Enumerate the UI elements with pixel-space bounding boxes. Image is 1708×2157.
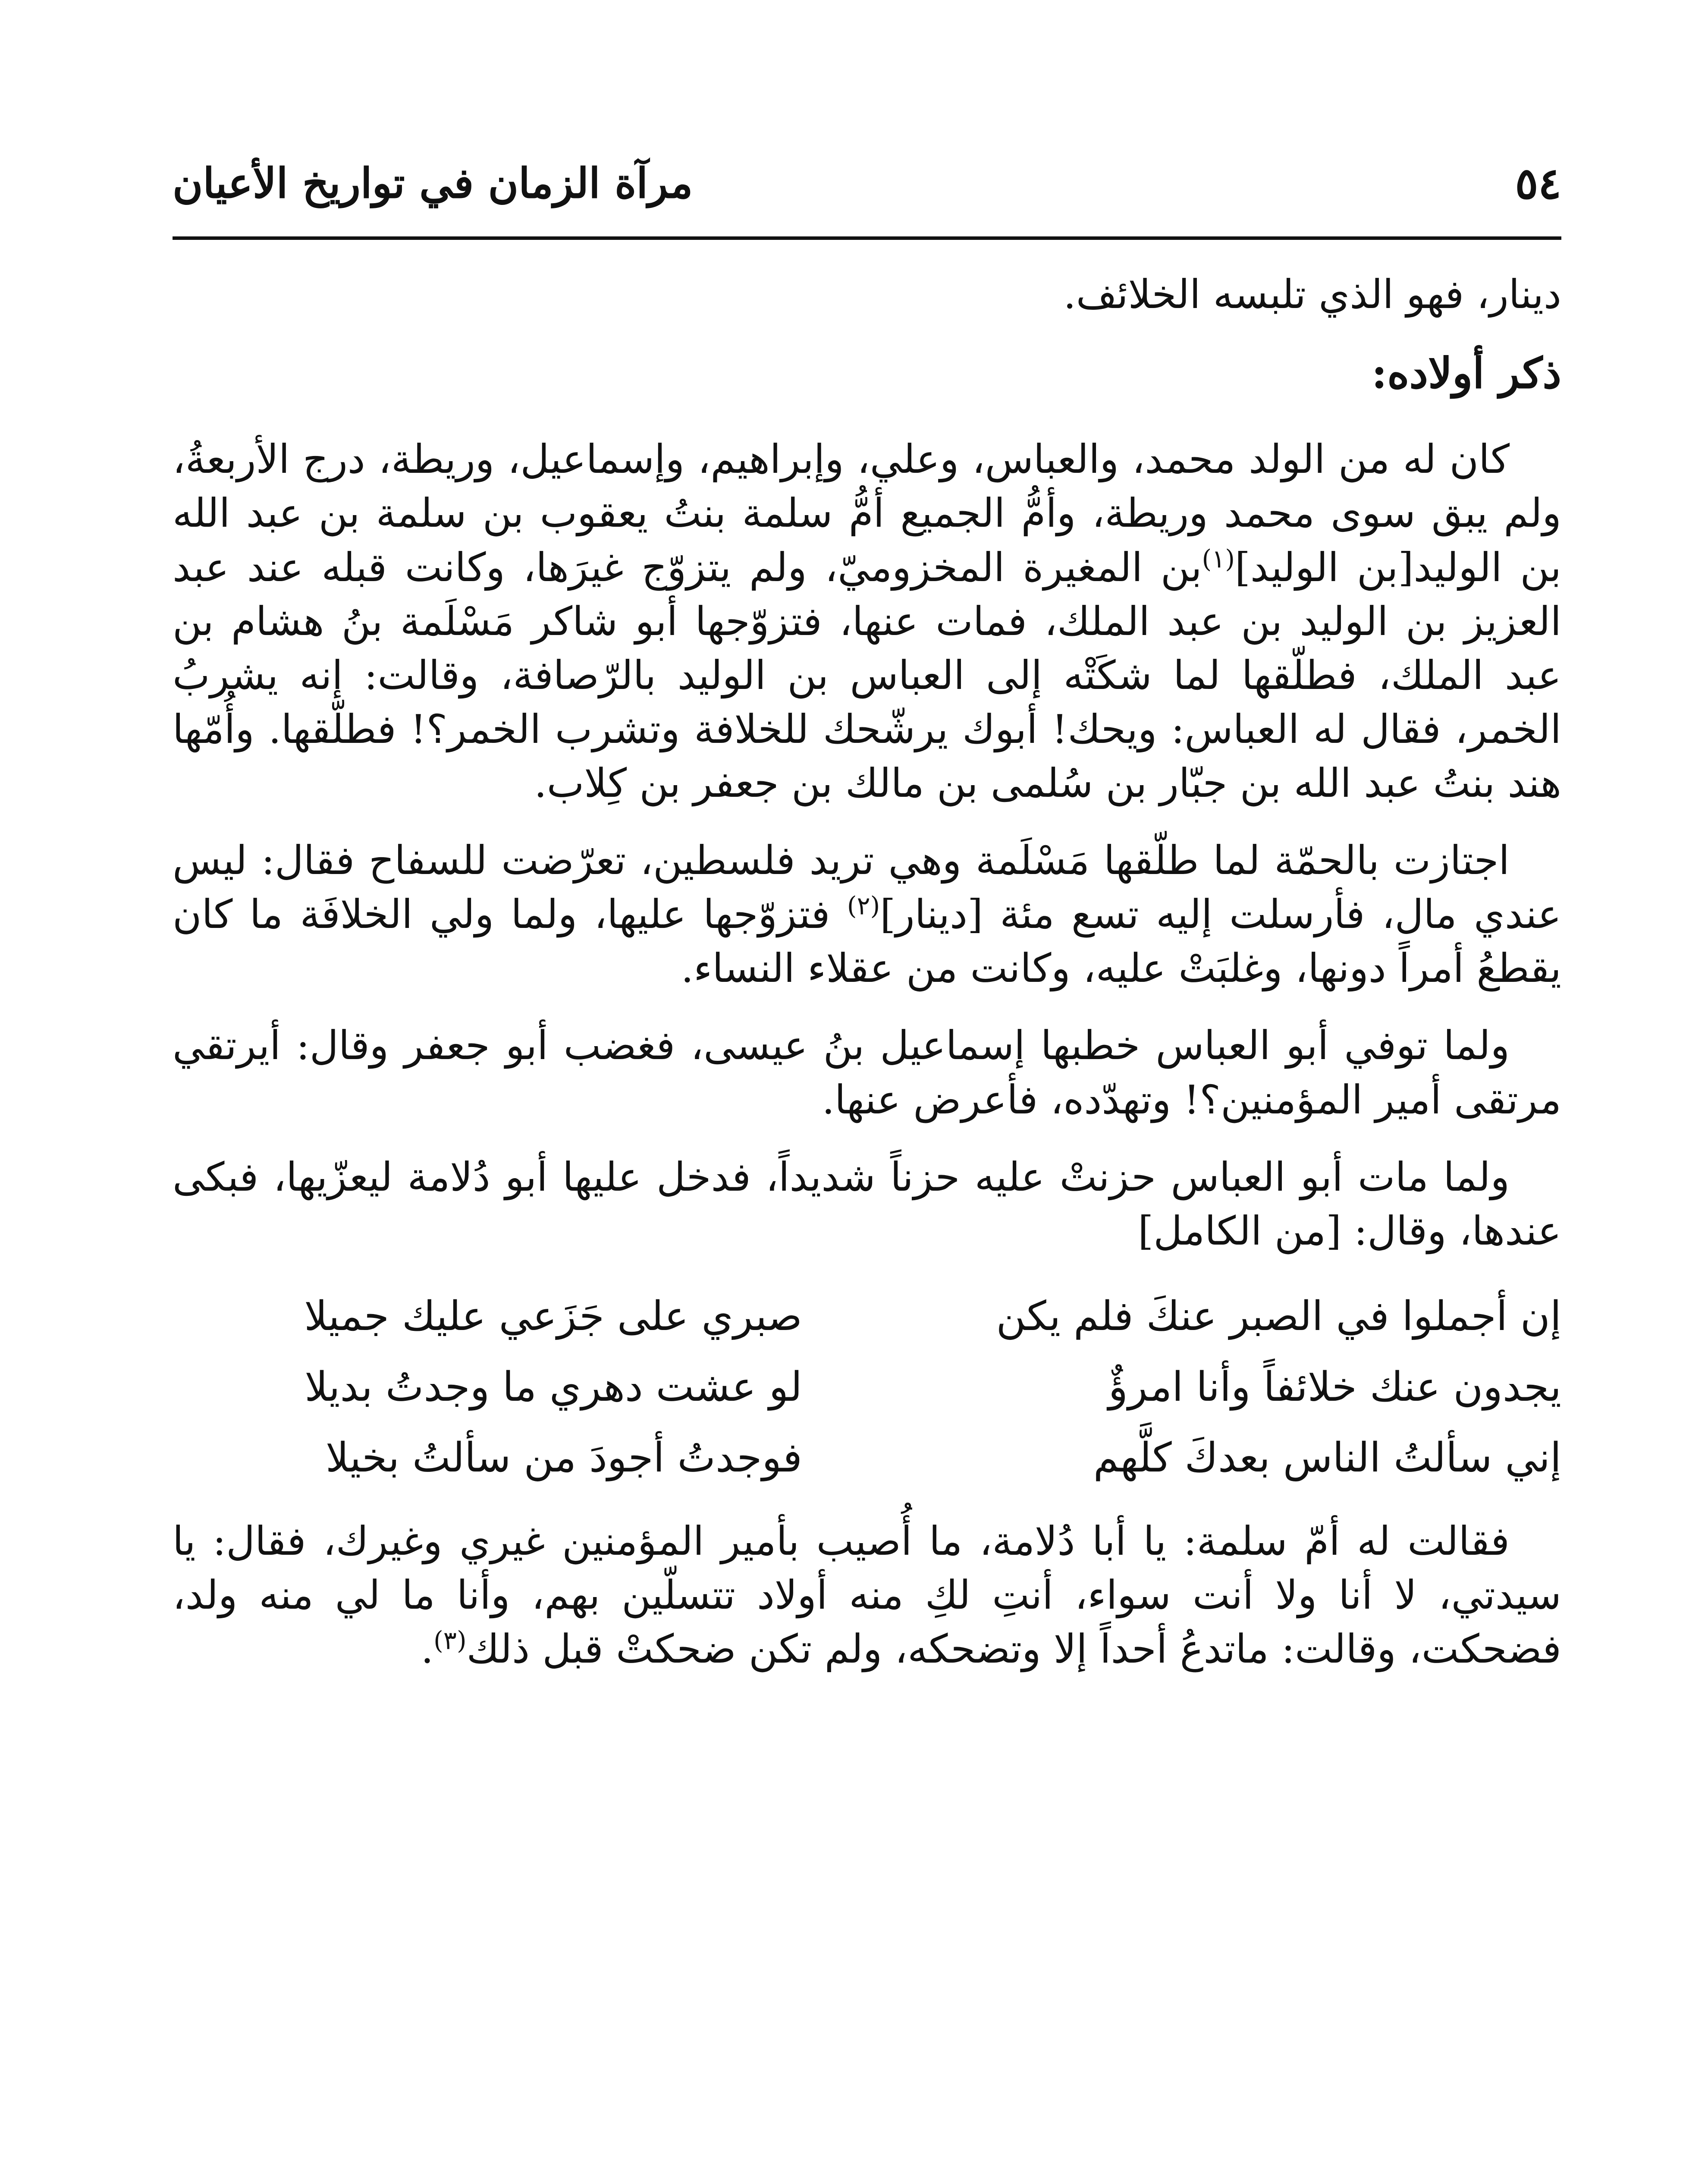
- paragraph-children: [173, 432, 1561, 810]
- poem-second-hemistich: صبري على جَزَعي عليك جميلا: [304, 1292, 802, 1340]
- paragraph-marriage: [173, 833, 1561, 995]
- running-title: مرآة الزمان في تواريخ الأعيان: [173, 159, 693, 208]
- paragraph-conversation-end: .: [421, 1626, 434, 1673]
- section-heading: ذكر أولاده:: [1371, 349, 1561, 399]
- header-divider: [173, 236, 1561, 240]
- poem-line: [173, 1281, 1561, 1352]
- footnote-reference-2: (٢): [847, 891, 880, 921]
- paragraph-proposal: ولما توفي أبو العباس خطبها إسماعيل بنُ عيسى، فغضب أبو جعفر وقال: أيرتقي مرتقى أمير المؤمنين؟! وتهدّده، فأعرض عنها.: [173, 1022, 1561, 1123]
- poem-first-hemistich: إني سألتُ الناس بعدكَ كلَّهم: [1093, 1434, 1561, 1481]
- poem-second-hemistich: فوجدتُ أجودَ من سألتُ بخيلا: [325, 1434, 802, 1481]
- paragraph-marriage-text-a: اجتازت بالحمّة لما طلّقها مَسْلَمة وهي تريد فلسطين، تعرّضت للسفاح فقال: ليس عندي مال، فأرسلت إليه تسع مئة [دينار]: [173, 837, 1562, 938]
- opening-line: دينار، فهو الذي تلبسه الخلائف.: [1063, 271, 1561, 318]
- poem: [173, 1281, 1561, 1494]
- footnote-reference-3: (٣): [433, 1626, 467, 1655]
- paragraph-mourning: ولما مات أبو العباس حزنتْ عليه حزناً شديداً، فدخل عليها أبو دُلامة ليعزّيها، فبكى عندها، وقال: [من الكامل]: [173, 1154, 1561, 1254]
- poem-line: [173, 1423, 1561, 1494]
- poem-first-hemistich: إن أجملوا في الصبر عنكَ فلم يكن: [996, 1292, 1561, 1340]
- footnote-reference-1: (١): [1202, 544, 1235, 573]
- page-header: [173, 147, 1561, 220]
- page-number: ٥٤: [1515, 158, 1561, 209]
- paragraph-marriage-text-b: فتزوّجها عليها، ولما ولي الخلافَة ما كان يقطعُ أمراً دونها، وغلبَتْ عليه، وكانت من عقلاء النساء.: [173, 891, 1561, 992]
- paragraph-conversation-text: فقالت له أمّ سلمة: يا أبا دُلامة، ما أُصيب بأمير المؤمنين غيري وغيرك، فقال: يا سيدتي، لا أنا ولا أنت سواء، أنتِ لكِ منه أولاد تتسلّين بهم، وأنا ما لي منه ولد، فضحكت، وقالت: ماتدعُ أحداً إلا وتضحكه، ولم تكن ضحكتْ قبل ذلك: [173, 1518, 1561, 1673]
- poem-second-hemistich: لو عشت دهري ما وجدتُ بديلا: [305, 1363, 802, 1411]
- poem-first-hemistich: يجدون عنك خلائفاً وأنا امرؤٌ: [1108, 1363, 1561, 1411]
- page-content: [173, 267, 1561, 1699]
- paragraph-children-text-b: بن المغيرة المخزوميّ، ولم يتزوّج غيرَها، وكانت قبله عند عبد العزيز بن الوليد بن عبد الملك، فمات عنها، فتزوّجها أبو شاكر مَسْلَمة بنُ هشام بن عبد الملك، فطلّقها لما شكَتْه إلى العباس بن الوليد بالرّصافة، وقالت: إنه يشربُ الخمر، فقال له العباس: ويحك! أبوك يرشّحك للخلافة وتشرب الخمر؟! فطلّقها. وأُمّها هند بنتُ عبد الله بن جبّار بن سُلمى بن مالك بن جعفر بن كِلاب.: [173, 544, 1561, 807]
- poem-line: [173, 1352, 1561, 1423]
- paragraph-children-text-a: كان له من الولد محمد، والعباس، وعلي، وإبراهيم، وإسماعيل، وريطة، درج الأربعةُ، ولم يبق سوى محمد وريطة، وأمُّ الجميع أمُّ سلمة بنتُ يعقوب بن سلمة بن عبد الله بن الوليد[بن الوليد]: [173, 436, 1561, 591]
- paragraph-conversation: [173, 1514, 1561, 1676]
